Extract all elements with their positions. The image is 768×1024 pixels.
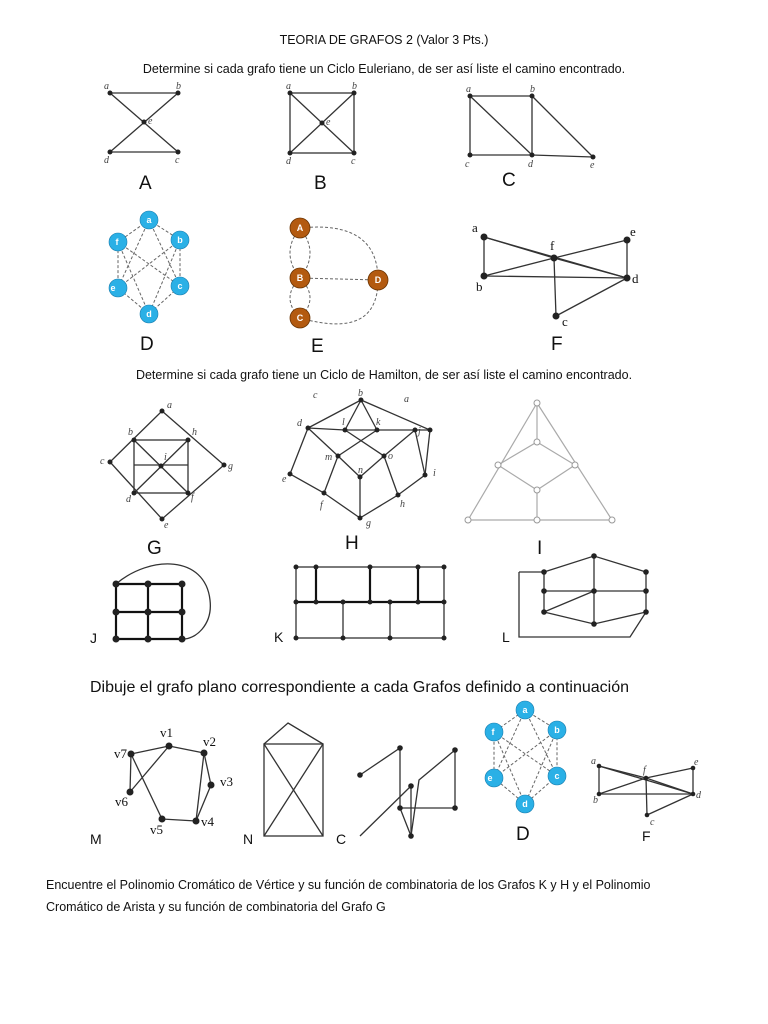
- graph-d: [109, 211, 189, 355]
- graph-caption: F: [642, 828, 651, 844]
- graph-caption: E: [311, 336, 324, 357]
- graph-c: [465, 84, 596, 191]
- graph-f-copy: [591, 756, 702, 844]
- vertex-label: m: [325, 452, 333, 463]
- vertex-label: v2: [203, 734, 216, 749]
- graph-g: [100, 400, 233, 559]
- graph-caption: F: [551, 334, 563, 355]
- vertex-label: c: [100, 456, 105, 467]
- graph-m: [90, 725, 233, 847]
- vertex-label: v3: [220, 774, 233, 789]
- vertex-label: g: [228, 461, 233, 472]
- vertex-label: A: [296, 223, 304, 233]
- vertex-label: f: [115, 237, 119, 247]
- vertex-label: k: [376, 417, 381, 428]
- graph-l: [502, 553, 649, 645]
- vertex-label: d: [126, 494, 131, 505]
- graph-caption: A: [139, 173, 152, 194]
- vertex-label: b: [176, 81, 181, 92]
- vertex-label: a: [146, 215, 152, 225]
- graph-f: [472, 220, 639, 355]
- vertex-label: d: [146, 309, 152, 319]
- vertex-label: d: [632, 271, 639, 286]
- vertex-label: d: [522, 799, 528, 809]
- vertex-label: h: [400, 499, 405, 510]
- vertex-label: f: [320, 500, 323, 511]
- vertex-label: b: [177, 235, 183, 245]
- instruction-chromatic-line2: Cromático de Arista y su función de combinatoria del Grafo G: [46, 900, 386, 914]
- vertex-label: c: [177, 281, 183, 291]
- vertex-label: a: [591, 756, 596, 767]
- instruction-hamilton: Determine si cada grafo tiene un Ciclo de Hamilton, de ser así liste el camino encontrado.: [135, 368, 633, 382]
- vertex-label: e: [148, 116, 153, 127]
- vertex-label: c: [562, 314, 568, 329]
- vertex-label: f: [191, 492, 194, 503]
- vertex-label: d: [528, 159, 533, 170]
- instruction-chromatic-line1: Encuentre el Polinomio Cromático de Vértice y su función de combinatoria de los Grafos K y H y el Polinomio: [46, 878, 651, 892]
- vertex-label: a: [167, 400, 172, 411]
- vertex-label: j: [418, 426, 421, 437]
- graph-o: [336, 745, 458, 847]
- vertex-label: v1: [160, 725, 173, 740]
- vertex-label: e: [630, 224, 636, 239]
- vertex-label: v7: [114, 746, 127, 761]
- graph-caption: N: [243, 831, 254, 847]
- vertex-label: a: [104, 81, 109, 92]
- graph-d-copy: [485, 701, 566, 845]
- vertex-label: c: [351, 156, 356, 167]
- vertex-label: c: [175, 155, 180, 166]
- vertex-label: g: [366, 518, 371, 529]
- graph-a: [104, 81, 181, 194]
- graph-caption: D: [140, 334, 154, 355]
- vertex-label: l: [342, 417, 345, 428]
- instruction-euler: Determine si cada grafo tiene un Ciclo Euleriano, de ser así liste el camino encontrado.: [142, 62, 626, 76]
- vertex-label: i: [164, 452, 167, 463]
- graph-caption: C: [502, 170, 516, 191]
- graph-i: [465, 400, 615, 559]
- graph-caption: I: [537, 538, 543, 559]
- graph-caption: H: [345, 533, 359, 554]
- vertex-label: D: [374, 275, 382, 285]
- vertex-label: e: [282, 474, 287, 485]
- vertex-label: h: [192, 427, 197, 438]
- vertex-label: o: [388, 451, 393, 462]
- graph-j: [90, 564, 210, 646]
- vertex-label: C: [296, 313, 304, 323]
- vertex-label: a: [286, 81, 291, 92]
- vertex-label: f: [550, 238, 555, 253]
- graph-caption: K: [274, 629, 284, 645]
- vertex-label: v4: [201, 814, 214, 829]
- vertex-label: d: [104, 155, 109, 166]
- graph-caption: C: [336, 831, 347, 847]
- vertex-label: e: [694, 757, 699, 768]
- vertex-label: n: [358, 465, 363, 476]
- vertex-label: c: [650, 817, 655, 828]
- instruction-planar: Dibuje el grafo plano correspondiente a cada Grafos definido a continuación: [90, 679, 630, 696]
- vertex-label: b: [530, 84, 535, 95]
- vertex-label: i: [433, 468, 436, 479]
- vertex-label: f: [643, 765, 646, 776]
- graph-caption: D: [516, 824, 530, 845]
- vertex-label: d: [297, 418, 302, 429]
- vertex-label: e: [110, 283, 116, 293]
- graph-caption: J: [90, 630, 97, 646]
- vertex-label: v6: [115, 794, 128, 809]
- vertex-label: B: [296, 273, 304, 283]
- page-title: TEORIA DE GRAFOS 2 (Valor 3 Pts.): [279, 33, 489, 47]
- vertex-label: e: [164, 520, 169, 531]
- graph-k: [274, 565, 447, 646]
- vertex-label: a: [522, 705, 528, 715]
- vertex-label: a: [472, 220, 478, 235]
- vertex-label: a: [404, 394, 409, 405]
- vertex-label: a: [466, 84, 471, 95]
- graph-e: [290, 218, 388, 357]
- vertex-label: b: [352, 81, 357, 92]
- vertex-label: c: [465, 159, 470, 170]
- vertex-label: d: [696, 790, 701, 801]
- graph-caption: L: [502, 629, 510, 645]
- vertex-label: b: [358, 388, 363, 399]
- vertex-label: e: [326, 117, 331, 128]
- vertex-label: e: [487, 773, 493, 783]
- vertex-label: v5: [150, 822, 163, 837]
- vertex-label: c: [313, 390, 318, 401]
- graph-b: [286, 81, 357, 194]
- graph-h: [282, 388, 436, 554]
- vertex-label: c: [554, 771, 560, 781]
- graph-caption: M: [90, 831, 102, 847]
- vertex-label: e: [590, 160, 595, 171]
- vertex-label: f: [491, 727, 495, 737]
- graph-n: [243, 723, 323, 847]
- graph-caption: G: [147, 538, 162, 559]
- graph-caption: B: [314, 173, 327, 194]
- vertex-label: d: [286, 156, 291, 167]
- vertex-label: b: [476, 279, 483, 294]
- vertex-label: b: [554, 725, 560, 735]
- vertex-label: b: [128, 427, 133, 438]
- vertex-label: b: [593, 795, 598, 806]
